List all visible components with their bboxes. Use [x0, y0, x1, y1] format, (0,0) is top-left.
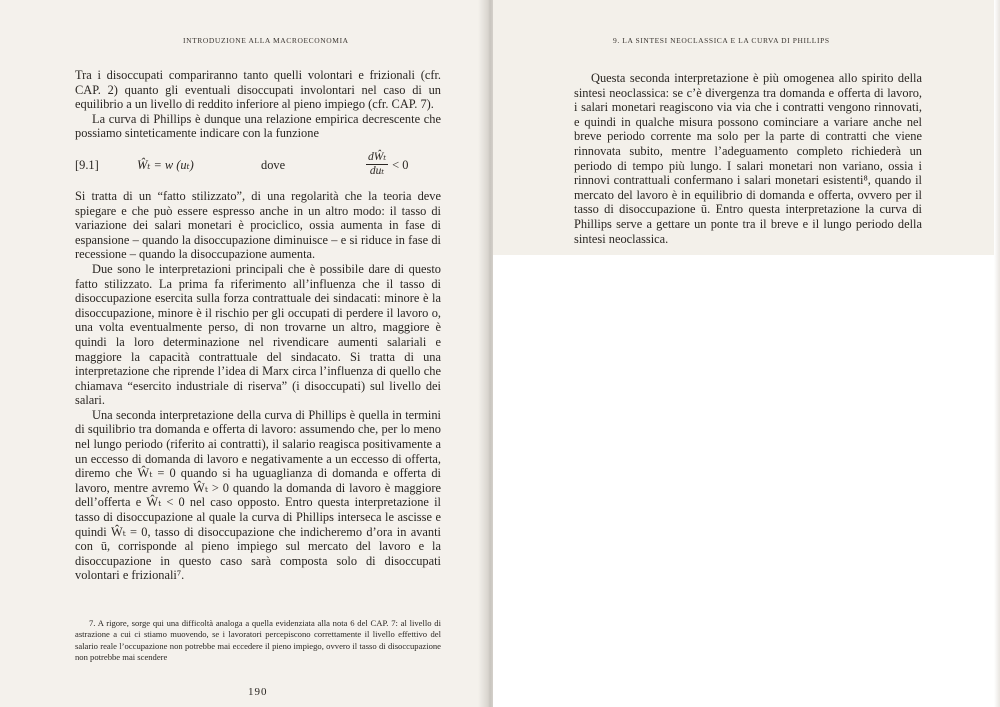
right-running-head: 9. LA SINTESI NEOCLASSICA E LA CURVA DI PHILLIPS	[613, 36, 830, 45]
paragraph: Una seconda interpretazione della curva di Phillips è quella in termini di squilibrio tra domanda e offerta di lavoro: assumendo che, per lo meno nel lungo periodo (riferito ai contratti), il salario reagisca positivamente a un eccesso di domanda di lavoro e negativamente a un eccesso di offerta, diremo che Ŵₜ = 0 quando si ha uguaglianza di domanda e offerta di lavoro, mentre avremo Ŵₜ > 0 quando la domanda di lavoro è maggiore dell’offerta e Ŵₜ < 0 nel caso opposto. Entro questa interpretazione il tasso di disoccupazione al quale la curva di Phillips interseca le ascisse e quindi Ŵₜ = 0, tasso di disoccupazione che indicheremo d’ora in avanti con ū, corrisponde al pieno impiego sul mercato del lavoro e la disoccupazione in questo caso sarà composta solo di disoccupati volontari e frizionali⁷.	[75, 407, 441, 583]
equation-connector: dove	[261, 157, 286, 172]
right-body-text	[574, 71, 922, 246]
footnote-text: 7. A rigore, sorge qui una difficoltà analoga a quella evidenziata alla nota 6 del CAP. 7: al livello di astrazione a cui ci stiamo muovendo, se i lavoratori percepiscono correttamente il livello effettivo del salario reale l’occupazione non potrebbe mai eccedere il pieno impiego, ovvero il tasso di disoccupazione non potrebbe mai scendere	[75, 618, 441, 662]
paragraph: La curva di Phillips è dunque una relazione empirica decrescente che possiamo sinteticamente indicare con la funzione	[75, 111, 441, 141]
equation-number: [9.1]	[75, 157, 99, 172]
equation-lhs: Ŵₜ = w (uₜ)	[137, 157, 194, 172]
equation-derivative	[366, 151, 388, 178]
left-body-text	[75, 68, 441, 583]
paragraph: Si tratta di un “fatto stilizzato”, di una regolarità che la teoria deve spiegare e che può essere espresso anche in un altro modo: il tasso di variazione dei salari monetari è prociclico, ossia aumenta in fase di espansione – quando la disoccupazione diminuisce – e si riduce in fase di recessione – quando la disoccupazione aumenta.	[75, 188, 441, 262]
equation-numerator: dŴₜ	[368, 151, 387, 164]
page-number: 190	[248, 686, 268, 698]
paragraph: Due sono le interpretazioni principali che è possibile dare di questo fatto stilizzato. La prima fa riferimento all’influenza che il tasso di disoccupazione esercita sulla forza contrattuale dei sindacati: minore è la disoccupazione, minore è il rischio per gli occupati di perdere il lavoro o, una volta eventualmente perso, di non trovarne un altro, maggiore è quindi la loro determinazione nel rivendicare aumenti salariali e maggiore la capacità contrattuale del sindacato. Si tratta di una interpretazione che riprende l’idea di Marx circa l’influenza di quello che chiamava “esercito industriale di riserva” (i disoccupati) sul livello dei salari.	[75, 261, 441, 408]
equation-denominator: duₜ	[369, 165, 385, 178]
paragraph: Questa seconda interpretazione è più omogenea allo spirito della sintesi neoclassica: se c’è divergenza tra domanda e offerta di lavoro, i salari monetari reagiscono via via che i contratti vengono rinnovati, e quindi in qualche misura possono cominciare a variare anche nel breve periodo corrente ma solo per la parte di contratti che viene rinnovata subito, mentre l’adeguamento completo richiederà un periodo di tempo più lungo. I salari monetari non variano, ossia i rinnovi contrattuali confermano i salari monetari esistenti⁸, quando il mercato del lavoro è in equilibrio di domanda e offerta, ovvero per il tasso di disoccupazione ū. Entro questa interpretazione la curva di Phillips serve a gettare un ponte tra il breve e il lungo periodo della sintesi neoclassica.	[574, 71, 922, 246]
equation-9-1	[75, 143, 441, 187]
left-running-head: INTRODUZIONE ALLA MACROECONOMIA	[183, 36, 349, 45]
page-edge-shadow	[994, 0, 1000, 707]
left-page	[0, 0, 493, 707]
paragraph: Tra i disoccupati compariranno tanto quelli volontari e frizionali (cfr. CAP. 2) quanto gli eventuali disoccupati involontari nel caso di un equilibrio a un livello di reddito inferiore al pieno impiego (cfr. CAP. 7).	[75, 68, 441, 112]
right-page	[493, 0, 1000, 707]
footnote-7	[75, 618, 441, 663]
equation-relation: < 0	[392, 157, 409, 172]
